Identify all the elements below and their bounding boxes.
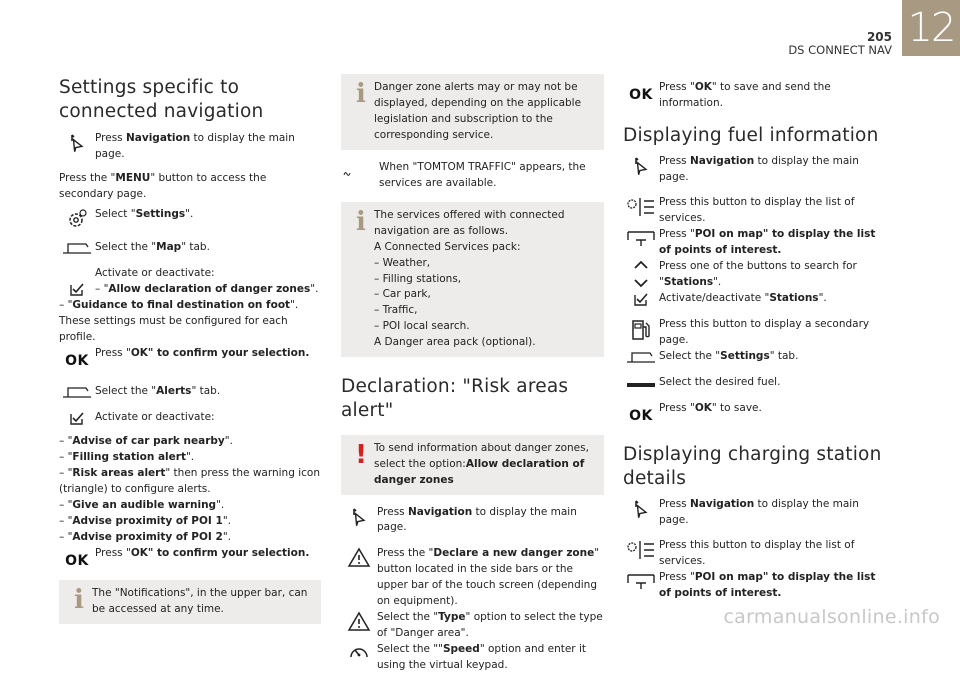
ok-icon: OK <box>629 407 653 424</box>
navigation-arrow-icon <box>623 497 659 518</box>
service-item: – POI local search. <box>374 320 470 333</box>
navigation-arrow-icon <box>341 505 377 526</box>
secondary-page-text: Press this button to display a secondary page. <box>659 318 870 347</box>
step-select-settings <box>59 207 321 230</box>
section-title: DS CONNECT NAV <box>788 43 892 58</box>
poi-map-icon <box>623 227 659 248</box>
menu-instruction: Press the "MENU" button to access the secondary page. <box>59 172 267 201</box>
ok-icon: OK <box>65 352 89 369</box>
option-filling-station: – "Filling station alert". <box>59 451 195 463</box>
fuel-pump-icon <box>623 317 659 342</box>
page-number: 205 <box>866 30 892 44</box>
declare-danger-text: Press the "Declare a new danger zone" button located in the side bars or the upper bar of the touch screen (depending on equipment). <box>377 547 600 608</box>
checkbox-icon <box>623 291 659 306</box>
step-select-map <box>59 240 321 256</box>
step-ok-2 <box>59 546 321 572</box>
info-icon: i <box>356 79 366 109</box>
option-audible-warning: – "Give an audible warning". <box>59 498 225 511</box>
step-activate-2 <box>59 410 321 426</box>
poi-map-icon <box>623 570 659 591</box>
charging-heading: Displaying charging station details <box>623 444 882 489</box>
step-services-list-2 <box>623 538 885 570</box>
service-item: – Filling stations, <box>374 272 462 285</box>
select-speed-text: Select the ""Speed" option and enter it using the virtual keypad. <box>377 643 586 672</box>
select-map-text: Select the "Map" tab. <box>95 241 210 254</box>
tab-icon <box>623 349 659 364</box>
step-navigation <box>623 154 885 186</box>
tomtom-text: When "TOMTOM TRAFFIC" appears, the services are available. <box>379 160 586 189</box>
save-text: Press "OK" to save. <box>659 401 762 414</box>
chapter-tab: 12 <box>902 0 960 56</box>
step-ok-send <box>623 80 885 112</box>
danger-alerts-note <box>341 74 604 150</box>
step-activate <box>59 266 321 298</box>
step-activate-stations <box>623 291 885 307</box>
speedometer-icon <box>341 642 377 661</box>
info-icon: i <box>356 206 366 237</box>
step-poi-map <box>623 227 885 259</box>
tomtom-row <box>341 160 604 192</box>
select-type-text: Select the "Type" option to select the type of "Danger area". <box>377 611 603 640</box>
notifications-note-text: The "Notifications", in the upper bar, can be accessed at any time. <box>92 586 308 615</box>
services-pack: A Connected Services pack: <box>374 240 521 253</box>
poi-map-text: Press "POI on map" to display the list of points of interest. <box>659 228 876 257</box>
tomtom-traffic-logo-icon <box>341 160 379 178</box>
gear-icon <box>59 207 95 230</box>
option-poi-2: – "Advise proximity of POI 2". <box>59 530 231 543</box>
services-intro: The services offered with connected navigation are as follows. <box>374 208 565 237</box>
settings-heading: Settings specific to connected navigation <box>59 77 264 122</box>
step-navigation <box>341 505 604 537</box>
navigation-arrow-icon <box>623 154 659 175</box>
navigation-arrow-icon <box>59 131 95 152</box>
ok-icon: OK <box>629 87 653 103</box>
step-select-fuel <box>623 375 885 391</box>
danger-pack: A Danger area pack (optional). <box>374 336 536 349</box>
nav-instruction: Press Navigation to display the main page. <box>95 132 295 161</box>
activate-stations-text: Activate/deactivate "Stations". <box>659 292 827 305</box>
nav-instruction: Press Navigation to display the main page. <box>377 505 577 534</box>
step-declare-danger <box>341 546 604 610</box>
select-settings-tab-text: Select the "Settings" tab. <box>659 350 799 363</box>
services-list-icon <box>623 195 659 218</box>
service-item: – Traffic, <box>374 304 418 317</box>
step-navigation-2 <box>623 497 885 529</box>
warning-triangle-icon <box>341 546 377 567</box>
service-item: – Weather, <box>374 256 431 269</box>
checkbox-icon <box>59 410 95 425</box>
services-list-text-2: Press this button to display the list of services. <box>659 539 855 568</box>
ok-icon: OK <box>65 552 89 569</box>
step-select-speed <box>341 642 604 674</box>
connected-services-note <box>341 202 604 358</box>
option-allow-danger: – "Allow declaration of danger zones". <box>95 283 319 296</box>
step-search-stations <box>623 259 885 291</box>
up-down-arrows-icon <box>623 259 659 288</box>
search-stations-text: Press one of the buttons to search for "Stations". <box>659 260 857 289</box>
select-settings-text: Select "Settings". <box>95 208 194 221</box>
nav-instruction: Press Navigation to display the main page. <box>659 154 859 183</box>
step-ok-1 <box>59 346 321 372</box>
step-save <box>623 401 885 427</box>
option-poi-1: – "Advise proximity of POI 1". <box>59 514 231 527</box>
step-poi-map-2 <box>623 570 885 602</box>
info-icon: i <box>74 584 84 615</box>
step-navigation <box>59 131 321 163</box>
option-risk-areas: – "Risk areas alert" then press the warning icon (triangle) to configure alerts. <box>59 466 320 495</box>
step-select-alerts <box>59 384 321 400</box>
column-2 <box>341 74 604 674</box>
page-header <box>788 30 892 58</box>
select-alerts-text: Select the "Alerts" tab. <box>95 385 221 398</box>
poi-map-text-2: Press "POI on map" to display the list of points of interest. <box>659 571 876 600</box>
ok-send-text: Press "OK" to save and send the information. <box>659 81 831 109</box>
ok-confirm-text: Press "OK" to confirm your selection. <box>95 346 310 359</box>
activate-label-2: Activate or deactivate: <box>95 411 215 424</box>
step-select-type <box>341 610 604 642</box>
column-1 <box>59 76 321 624</box>
column-3 <box>623 80 885 602</box>
select-fuel-text: Select the desired fuel. <box>659 376 781 389</box>
ok-confirm-text-2: Press "OK" to confirm your selection. <box>95 546 310 559</box>
warning-exclamation-icon: ! <box>355 439 367 470</box>
checkbox-icon <box>59 266 95 296</box>
option-car-park: – "Advise of car park nearby". <box>59 435 233 448</box>
fuel-bar-icon <box>623 375 659 389</box>
risk-areas-heading: Declaration: "Risk areas alert" <box>341 376 569 421</box>
configure-note: These settings must be configured for each profile. <box>59 314 288 343</box>
nav-instruction-2: Press Navigation to display the main page. <box>659 497 859 526</box>
tab-icon <box>59 240 95 255</box>
step-select-settings-tab <box>623 349 885 365</box>
watermark: carmanualsonline.info <box>723 606 940 629</box>
danger-zone-warning-text: To send information about danger zones, select the option:Allow declaration of danger zones <box>374 441 589 486</box>
option-guidance: – "Guidance to final destination on foot". <box>59 299 299 312</box>
warning-triangle-icon <box>341 610 377 631</box>
notifications-note <box>59 580 321 624</box>
services-list-text: Press this button to display the list of services. <box>659 196 855 225</box>
danger-zone-warning <box>341 435 604 495</box>
tab-icon <box>59 384 95 399</box>
step-services-list <box>623 195 885 227</box>
step-secondary-page <box>623 317 885 349</box>
services-list-icon <box>623 538 659 561</box>
danger-alerts-note-text: Danger zone alerts may or may not be displayed, depending on the applicable legislation and subscription to the corresponding service. <box>374 81 582 141</box>
fuel-heading: Displaying fuel information <box>623 124 879 146</box>
activate-label: Activate or deactivate: <box>95 267 215 280</box>
service-item: – Car park, <box>374 288 431 301</box>
